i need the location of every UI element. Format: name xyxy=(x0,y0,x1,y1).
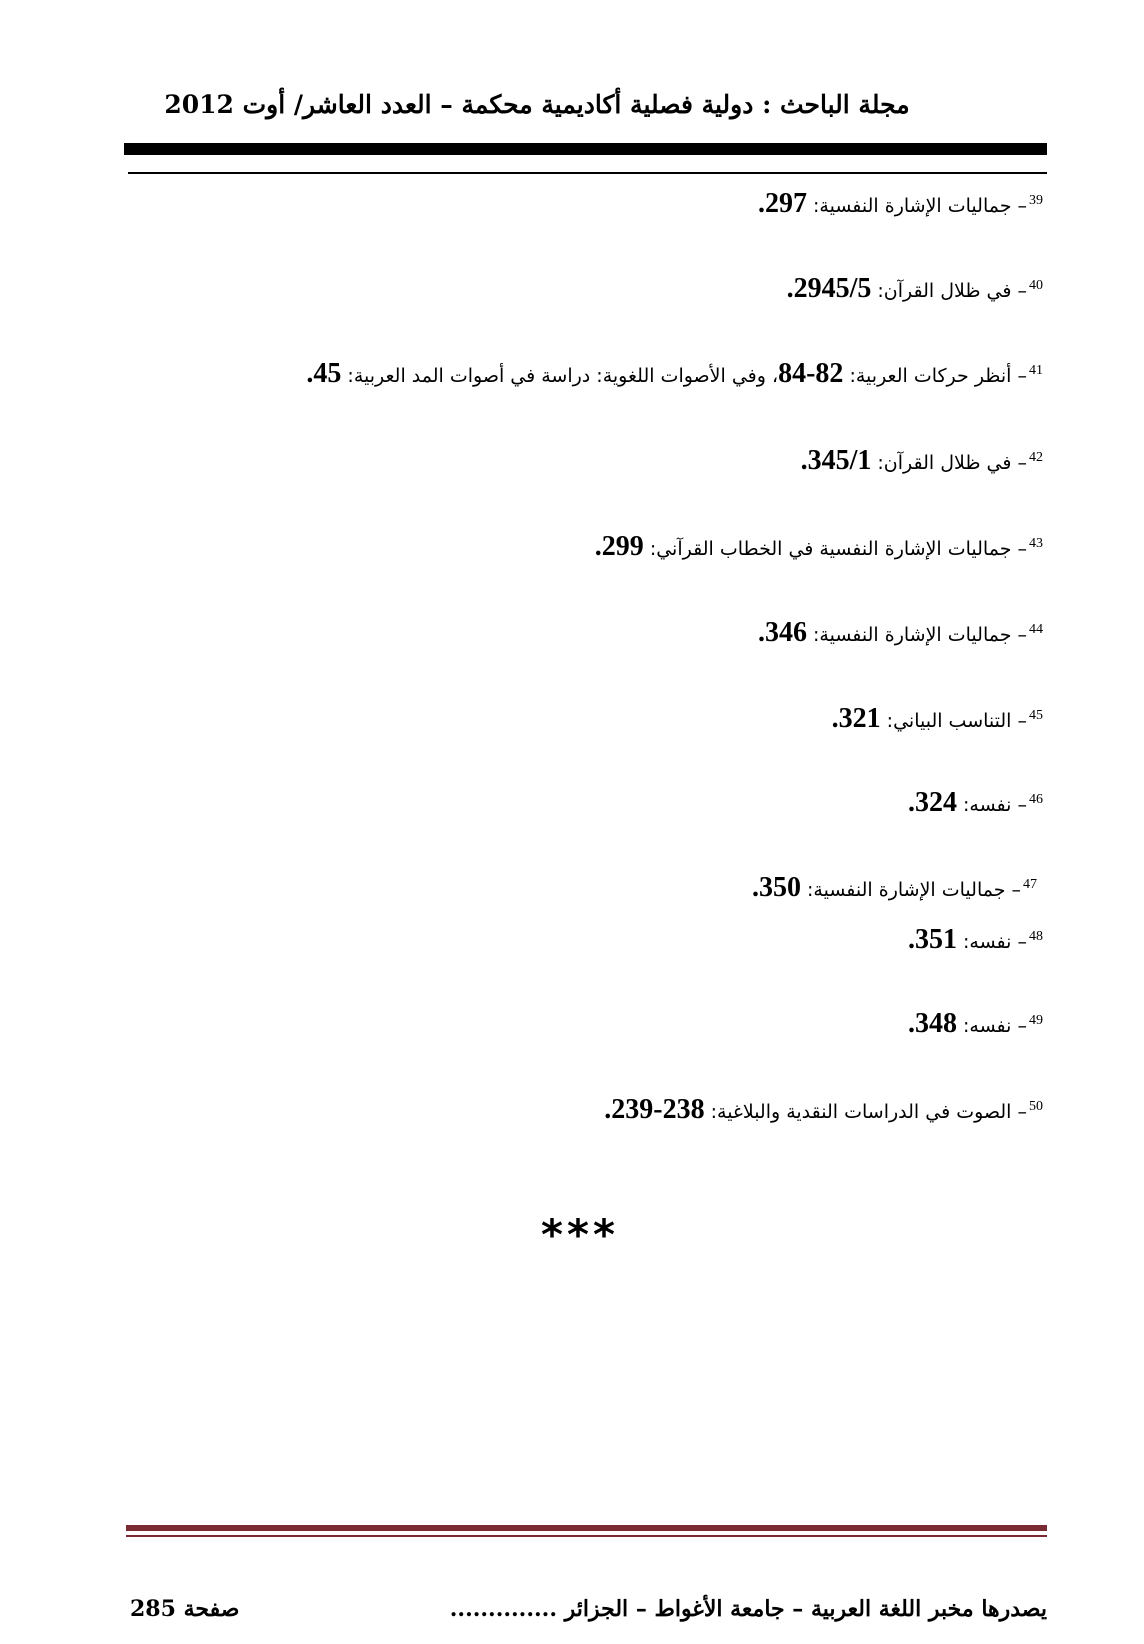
footnote-number: 41 xyxy=(1029,363,1043,379)
header-rule-thin xyxy=(128,172,1047,174)
footnote-42 xyxy=(100,445,1043,477)
footnote-41 xyxy=(100,358,1043,390)
footer-rule-thin xyxy=(126,1535,1047,1537)
footnote-text: – في ظلال القرآن: xyxy=(871,280,1027,302)
footnote-pages: 2945/5. xyxy=(786,273,872,304)
footnote-number: 42 xyxy=(1029,450,1043,466)
footnote-pages: 321. xyxy=(831,703,881,734)
footnote-39 xyxy=(100,188,1043,220)
footnote-pages: 299. xyxy=(594,531,644,562)
footnote-text: – جماليات الإشارة النفسية: xyxy=(806,624,1027,646)
footnote-number: 47 xyxy=(1023,877,1037,893)
footnote-pages: 350. xyxy=(751,872,801,903)
footnote-pages: 82-84 xyxy=(778,358,844,389)
footnote-number: 49 xyxy=(1029,1013,1043,1029)
footnote-text: – جماليات الإشارة النفسية: xyxy=(800,879,1021,901)
footnote-number: 48 xyxy=(1029,929,1043,945)
footnote-pages: 345/1. xyxy=(800,445,872,476)
footnote-49 xyxy=(100,1008,1043,1040)
footnote-number: 45 xyxy=(1029,708,1043,724)
footnote-text: – التناسب البياني: xyxy=(880,710,1027,732)
footnote-pages: 238-239. xyxy=(604,1094,705,1125)
footnote-47 xyxy=(100,872,1037,904)
footnote-50 xyxy=(100,1094,1043,1126)
footnote-number: 46 xyxy=(1029,792,1043,808)
footnote-40 xyxy=(100,273,1043,305)
footnote-text: – نفسه: xyxy=(956,931,1027,953)
footnote-text: – نفسه: xyxy=(956,794,1027,816)
footnote-43 xyxy=(100,531,1043,563)
footnote-number: 40 xyxy=(1029,278,1043,294)
footnote-text: – الصوت في الدراسات النقدية والبلاغية: xyxy=(704,1101,1027,1123)
footnote-text: – في ظلال القرآن: xyxy=(871,452,1027,474)
header-rule-thick xyxy=(124,143,1047,155)
footnote-number: 50 xyxy=(1029,1099,1043,1115)
footnote-45 xyxy=(100,703,1043,735)
footnote-pages: 297. xyxy=(757,188,807,219)
footnote-pages: 324. xyxy=(907,787,957,818)
footnote-text: – أنظر حركات العربية: xyxy=(843,365,1027,387)
journal-header-title: مجلة الباحث : دولية فصلية أكاديمية محكمة – العدد العاشر/ أوت 2012 xyxy=(164,90,910,119)
footer-publisher: يصدرها مخبر اللغة العربية – جامعة الأغواط – الجزائر .............. xyxy=(449,1596,1047,1622)
footnote-pages: 348. xyxy=(907,1008,957,1039)
footer-rule-thick xyxy=(126,1525,1047,1531)
footnote-text: – جماليات الإشارة النفسية: xyxy=(806,195,1027,217)
footnote-48 xyxy=(100,924,1043,956)
footnote-pages: 351. xyxy=(907,924,957,955)
footer-page-number: صفحة 285 xyxy=(130,1596,240,1622)
footnote-number: 39 xyxy=(1029,193,1043,209)
footnote-text: – جماليات الإشارة النفسية في الخطاب القرآني: xyxy=(643,538,1027,560)
footnote-pages: 346. xyxy=(757,617,807,648)
section-separator: *** xyxy=(541,1210,619,1259)
footnote-number: 44 xyxy=(1029,622,1043,638)
footnote-text-continued: ، وفي الأصوات اللغوية: دراسة في أصوات المد العربية: xyxy=(341,365,779,387)
footnote-pages-2: 45. xyxy=(306,358,342,389)
footnote-46 xyxy=(100,787,1043,819)
footnote-44 xyxy=(100,617,1043,649)
footnote-text: – نفسه: xyxy=(956,1015,1027,1037)
footnote-number: 43 xyxy=(1029,536,1043,552)
